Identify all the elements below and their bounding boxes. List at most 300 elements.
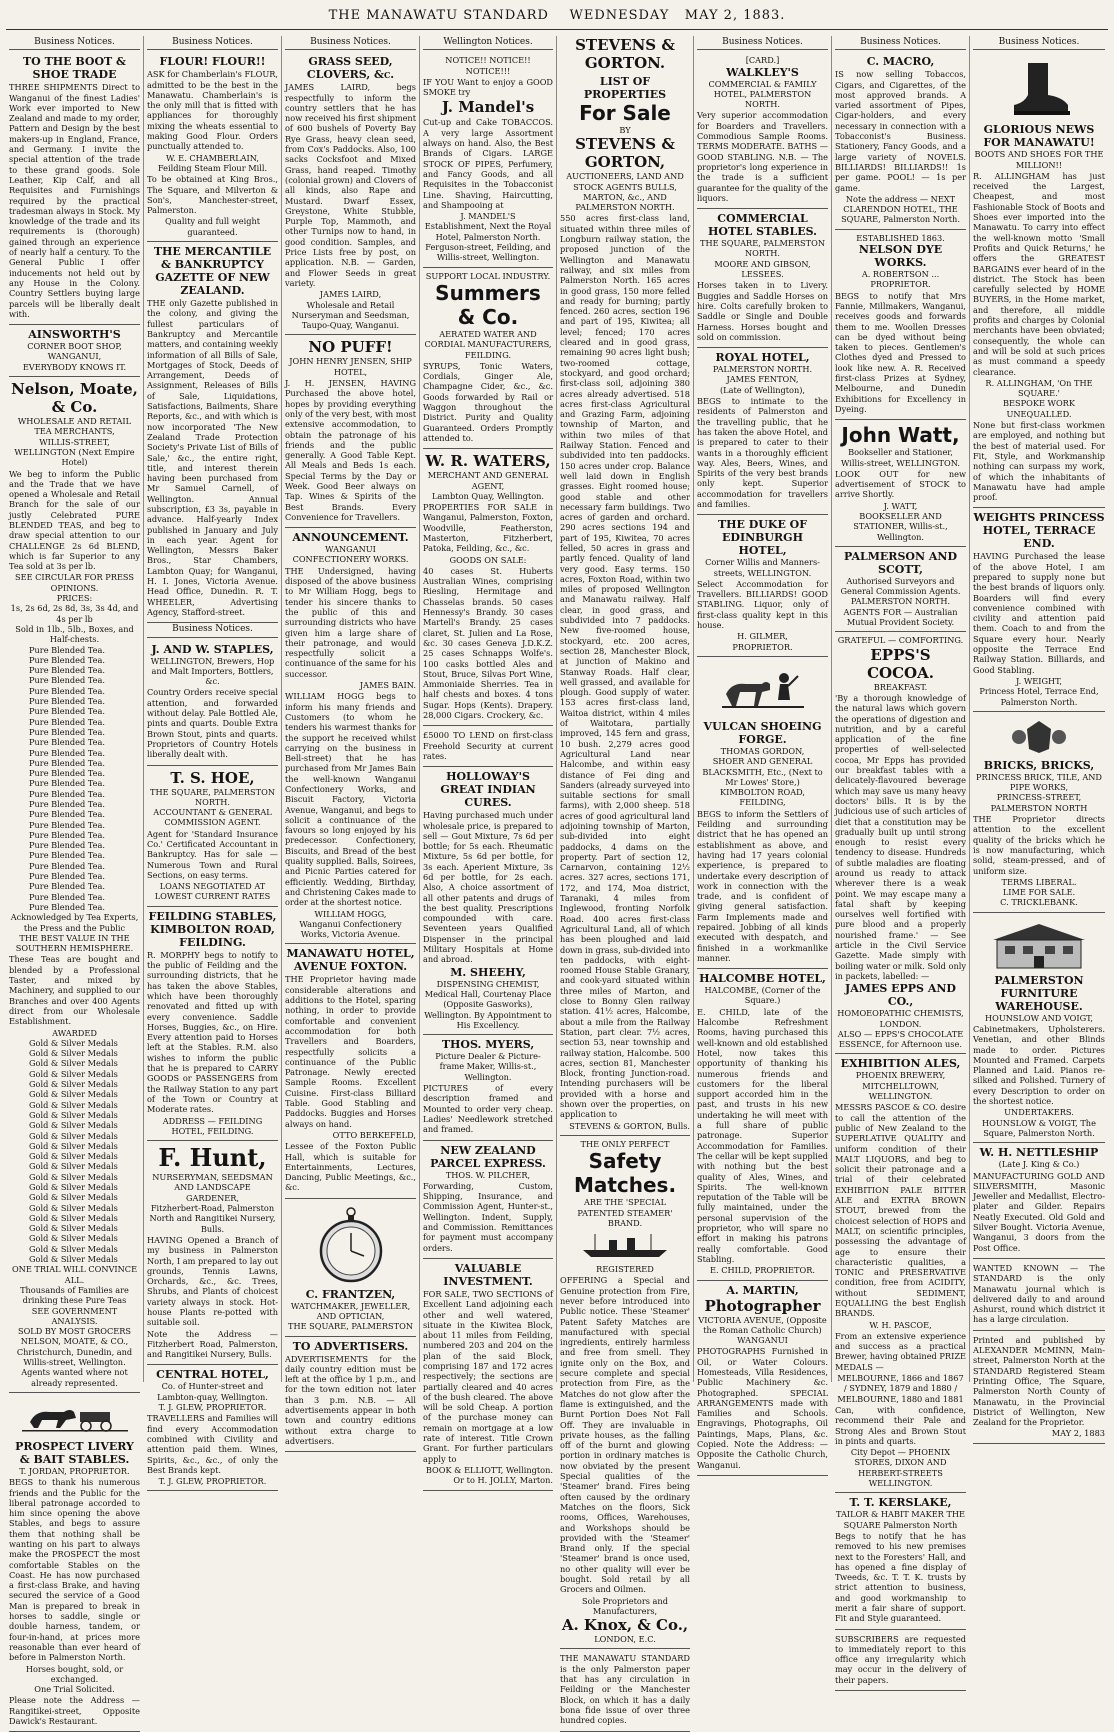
ad-line: Sold in 1lb., 5lb., Boxes, and Half-chests. bbox=[15, 623, 134, 645]
list-item: Gold & Silver Medals bbox=[29, 1099, 118, 1110]
ad-body: SUBSCRIBERS are requested to immediately report to this office any irregularity which may occur in the delivery of their papers. bbox=[835, 1633, 966, 1685]
ad-title: A. MARTIN, bbox=[726, 1283, 799, 1297]
ad-valuable-investment bbox=[423, 1259, 553, 1491]
columns bbox=[6, 36, 1108, 1727]
ad-title: CENTRAL HOTEL, bbox=[156, 1368, 269, 1382]
ad-line: Christchurch, Dunedin, and Willis-street, Wellington. bbox=[16, 1346, 133, 1368]
ad-body: SYRUPS, Tonic Waters, Cordials, Ginger Ale, Champagne Cider, &c., &c. Goods forwarded by Rail or Waggon throughout the District. Purity and Quality Guaranteed. Orders Promptly attended to. bbox=[423, 360, 553, 443]
ad-body: THE Proprietor having made considerable alterations and additions to the Hotel, sparing nothing, in order to provide comfortable and convenient accommodation for both Travellers and Boarders, respectfully solicits a continuance of the Public Patronage. Newly erected Sample Rooms. Excellent Cuisine. First-class Billiard Table. Good Stabling and Paddocks. Buggies and Horses always on hand. bbox=[285, 974, 416, 1129]
ad-line: TERMS LIBERAL. bbox=[1001, 876, 1077, 887]
ad-line: SUPPORT LOCAL INDUSTRY. bbox=[425, 270, 551, 281]
ad-body: E. CHILD, late of the Halcombe Refreshment Rooms, having purchased this well-known and old established Hotel, now takes this opportunity of thanking his numerous friends and customers for the liberal support accorded him in the past, and trusts in his new undertaking he will meet with a full share of public patronage. Superior Accommodation for Families. The cellar will be kept supplied with nothing but the best quality of Ales, Wines, and Spirits. The well-known reputation of the Table will be fully maintained, under the personal supervision of the proprietor, who will spare no effort in making his patrons really comfortable. Good Stabling. bbox=[697, 1006, 828, 1264]
list-item: Pure Blended Tea. bbox=[29, 788, 105, 799]
ad-line: PROPRIETOR. bbox=[732, 641, 793, 652]
ad-title: BRICKS, BRICKS, bbox=[983, 758, 1095, 772]
ad-line: BOOKSELLER AND STATIONER, Willis-st., Wellington. bbox=[853, 510, 948, 542]
section-header: Wellington Notices. bbox=[423, 36, 553, 50]
ad-proprietor: T. JORDAN, PROPRIETOR. bbox=[19, 1465, 130, 1476]
pure-blended-list bbox=[9, 645, 140, 913]
ad-subtitle: WELLINGTON, Brewers, Hop and Malt Importers, Bottlers, &c. bbox=[150, 655, 275, 687]
ad-title: J. AND W. STAPLES, bbox=[151, 642, 274, 656]
ad-address: Note the address — NEXT CLARENDON HOTEL, THE SQUARE, Palmerston North. bbox=[841, 193, 960, 225]
ad-address: Fitzherbert-Road, Palmerston North and Rangitikei Nursery, Bulls. bbox=[149, 1203, 276, 1234]
ad-line: AGENTS FOR — Australian Mutual Provident Society. bbox=[843, 606, 958, 628]
ad-title: ANNOUNCEMENT. bbox=[292, 531, 409, 545]
ad-myers bbox=[423, 1035, 553, 1140]
ad-title: AINSWORTH'S bbox=[28, 328, 121, 342]
ad-john-watt bbox=[835, 420, 966, 547]
list-item: Pure Blended Tea. bbox=[29, 644, 105, 655]
ad-furniture bbox=[973, 913, 1105, 1144]
ad-line: NOTICE!! NOTICE!! NOTICE!!! bbox=[445, 55, 531, 76]
ad-subtitle: TAILOR & HABIT MAKER THE SQUARE Palmerston North bbox=[835, 1509, 966, 1530]
ad-body: MESSRS PASCOE & CO. desire to call the attention of the public of New Zealand to the SUPERLATIVE QUALITY and uniform condition of their MALT LIQUORS, and beg to solicit their patronage and a trial of their celebrated EXHIBITION PALE BITTER ALE and EXTRA BROWN STOUT, brewed from the choicest selection of HOPS and MALT, on scientific principles, possessing the advantage of age to ensure their characteristic qualities, a TONIC and PRESERVATIVE condition, free from ACIDITY, without SEDIMENT, EQUALLING the best English BRANDS. bbox=[835, 1102, 966, 1319]
ad-signature: C. TRICKLEBANK. bbox=[1000, 897, 1078, 908]
ad-line: Wanganui Confectionery Works, Victoria Avenue. bbox=[299, 918, 402, 940]
column-3 bbox=[282, 36, 420, 1446]
ad-address: City Depot — PHOENIX STORES, DIXON AND HERBERT-STREETS WELLINGTON. bbox=[850, 1447, 951, 1489]
list-item: Gold & Silver Medals bbox=[29, 1140, 118, 1151]
ad-title: J. Mandel's bbox=[441, 98, 535, 117]
ad-signature: W. H. PASCOE, bbox=[869, 1319, 932, 1330]
ad-signature: HOUNSLOW & VOIGT, The Square, Palmerston North. bbox=[982, 1117, 1096, 1138]
ad-body: THE only Gazette published in the colony, and giving the fullest particulars of Bankruptcy and Mercantile matters, and containing weekly information of all Bills of Sale, Mortgages of Stock, Deeds of Arrangement, Deeds of Assignment, Releases of Bills of Sale, Liquidations, Satisfactions, Bailments, Share Reports, &c., and with which is now incorporated 'The New Zealand Trade Protection Society's Private List of Bills of Sale,' &c., the entire right, title, and interest therein having been purchased from Mr Samuel Carnell, of Wellington. Annual subscription, £3 3s, payable in advance. Half-yearly Index published in January and July in each year. Agent for Wellington, Messrs Baker Bros., Star Chambers, Lambton Quay; for Wanganui, H. I. Jones, Victoria Avenue. Head Office, Dunedin. R. T. WHEELER, Advertising Agency, Stafford-street. bbox=[147, 298, 278, 617]
ad-signature: E. CHILD, PROPRIETOR. bbox=[710, 1265, 815, 1276]
ad-body: OFFERING a Special and Genuine protection from Fire, never before introduced into Public notice. These 'Steamer' Patent Safety Matches are manufactured with special ingredients, entirely harmless and free from smell. They ignite only on the Box, and secure complete and special protection from Fire, as the Matches do not glow after the flame is extinguished, and the Burnt Portion Does Not Fall Off. They are invaluable in private houses, as the falling off of the burnt and glowing portion in ordinary matches is now obviated by the present Special qualities of the 'Steamer' brand. Fires being often caused by the ordinary Matches on the floors, Sick rooms, Offices, Warehouses, and Workshops should be provided with the 'Steamer' Brand only. If the special 'Steamer' brand is once used, no other quality will ever be bought. Sold retail by all Grocers and Oilmen. bbox=[560, 1275, 690, 1595]
section-header: Business Notices. bbox=[9, 36, 140, 50]
ad-signature: H. GILMER, bbox=[737, 631, 788, 642]
ad-bricks bbox=[973, 712, 1105, 913]
ad-walkley bbox=[697, 52, 828, 209]
column-4 bbox=[420, 36, 557, 1486]
ad-proprietor: T. J. GLEW, PROPRIETOR. bbox=[158, 1402, 267, 1413]
ad-subtitle: COMMERCIAL & FAMILY HOTEL, PALMERSTON NORTH. bbox=[708, 78, 817, 110]
warehouse-building-icon bbox=[989, 920, 1089, 970]
ad-title: T. T. KERSLAKE, bbox=[849, 1496, 952, 1510]
ad-body: IS now selling Tobaccos, Cigars, and Cigarettes, of the most approved brands. A varied assortment of Pipes, Cigar-holders, and every necessary in connection with a Tobacconist's Business. Stationery, Fancy Goods, and a large variety of NOVELS. BILLIARDS! BILLIARDS!! 1s per game. POOL! — 1s per game. bbox=[835, 69, 966, 193]
ad-line: Horses bought, sold, or exchanged. bbox=[25, 1663, 124, 1684]
ad-body: Horses taken in to Livery. Buggies and Saddle Horses on hire. Colts carefully broken to Saddle or Single and Double Harness. Horses bought and sold on commission. bbox=[697, 280, 828, 342]
list-item: Gold & Silver Medals bbox=[29, 1212, 118, 1223]
ad-staples bbox=[147, 640, 278, 766]
ad-line: MELBOURNE, 1866 and 1867 / SYDNEY, 1879 and 1880 / MELBOURNE, 1880 and 1881 bbox=[837, 1373, 964, 1404]
blacksmith-icon bbox=[718, 664, 808, 716]
list-item: Gold & Silver Medals bbox=[29, 1058, 118, 1069]
ad-subtitle: HALCOMBE, (Corner of the Square.) bbox=[704, 985, 821, 1006]
ad-lend bbox=[423, 726, 553, 767]
ad-signature: J. MANDEL'S bbox=[460, 211, 516, 222]
ad-body: 'By a thorough knowledge of the natural laws which govern the operations of digestion and nutrition, and by a careful application of the fine properties of well-selected cocoa, Mr Epps has provided our breakfast tables with a delicately-flavoured beverage which may save us many heavy doctors' bills. It is by the judicious use of such articles of diet that a constitution may be gradually built up until strong enough to resist every tendency to disease. Hundreds of subtle maladies are floating around us ready to attack wherever there is a weak point. We may escape many a fatal shaft by keeping ourselves well fortified with pure blood and a properly nourished frame.' — See article in the Civil Service Gazette. Made simply with boiling water or milk. Sold only in packets, labelled: — bbox=[835, 692, 966, 981]
ad-subtitle: CORNER BOOT SHOP, WANGANUI, bbox=[27, 341, 122, 362]
ad-line: ESTABLISHED 1863. bbox=[856, 232, 945, 243]
ad-line: (Late J. King & Co.) bbox=[998, 1159, 1080, 1170]
ad-line: Agents wanted where not already represented. bbox=[21, 1367, 128, 1388]
section-header: Business Notices. bbox=[973, 36, 1105, 50]
ad-title: W. R. WATERS, bbox=[425, 452, 551, 471]
ad-signature: WILLIAM HOGG, bbox=[314, 908, 387, 919]
ad-title: Safety Matches. bbox=[573, 1149, 677, 1198]
ad-stevens-gorton bbox=[560, 72, 690, 1136]
ad-subtitle: Picture Dealer & Picture-frame Maker, Willis-st., Wellington. bbox=[435, 1051, 541, 1082]
column-7 bbox=[832, 36, 970, 1685]
ad-title: THE DUKE OF EDINBURGH HOTEL, bbox=[717, 518, 808, 558]
masthead-paper: THE MANAWATU STANDARD bbox=[328, 8, 549, 23]
ad-line: LONDON, E.C. bbox=[594, 1634, 656, 1645]
list-item: Pure Blended Tea. bbox=[29, 850, 105, 861]
ad-subtitle: MERCHANT AND GENERAL AGENT, bbox=[427, 470, 549, 491]
ad-line: LOANS NEGOTIATED AT LOWEST CURRENT RATES bbox=[154, 881, 271, 902]
ad-line: (Late of Wellington), bbox=[719, 384, 806, 395]
horse-carriage-icon bbox=[20, 1400, 130, 1436]
ad-signature: BOOK & ELLIOTT, Wellington. bbox=[425, 1464, 553, 1475]
ad-line: [CARD.] bbox=[745, 55, 780, 66]
ad-body: JAMES LAIRD, begs respectfully to inform the country settlers that he has now received his first shipment of 600 bushels of Poverty Bay Rye Grass, heavy clean seed, from Cox's Paddocks. Also, 100 sacks Cocksfoot and Mixed Grass, hand reaped. Timothy (colonial grown) and Clovers of all kinds, also Rape and Mustard. Dwarf Essex, Greystone, White Stubble, Purple Top, Mammoth, and other Turnips now to hand, in good condition. Samples, and Price Lists free by post, on application. N.B. — Garden, and Flower Seeds in great variety. bbox=[285, 82, 416, 288]
ad-line: One Trial Solicited. bbox=[34, 1684, 115, 1695]
ad-body: PHOTOGRAPHS Furnished in Oil, or Water Colours. Homesteads, Villa Residences, Public Machinery &c. Photographed. SPECIAL ARRANGEMENTS made with Families and Schools. Engravings, Photographs, Oil Paintings, Maps, Plans, &c. Copied. Note the Address: — Opposite the Catholic Church, Wanganui. bbox=[697, 1346, 828, 1470]
ad-parcel-express bbox=[423, 1141, 553, 1259]
masthead bbox=[6, 8, 1108, 30]
list-item: Gold & Silver Medals bbox=[29, 1068, 118, 1079]
ad-body: 550 acres first-class land, situated within three miles of Longburn railway station, the proposed junction of the Wellington and Manawatu railway, and six miles from Palmerston North. 165 acres in good grass, 150 more felled and ready for burning; partly fenced. 260 acres, section 196 and part of 195, Kiwitea; all level; fenced; 170 acres cleared and in good grass, remaining 90 acres light bush; two-roomed cottage, stockyard, and good orchard; first-class soil, adjoining 380 acres already advertised. 518 acres first-class Agricultural and Grazing Farm, adjoining township of Marton, and within two miles of that Railway Station. Fenced and subdivided into ten paddocks. 150 acres under crop. Balance well laid down in English grasses. Eight roomed house; good stable and other necessary farm buildings. Two acres of garden and orchard. 290 acres sections 194 and part of 195, Kiwitea, 70 acres felled, 50 acres in grass and partly fenced. Quality of land very good. Easy terms. 150 acres, Foxton Road, within two miles of proposed Wellington and Manawatu railway. Half clear, in good grass, and subdivided into 7 paddocks. New five-roomed house, stockyard, etc. 200 acres, section 28, Manchester Block, at junction of Makino and Stanway Roads. Half clear, well grassed, and available for plough. Good supply of water. 153 acres first-class land, Waitoa district, within 4 miles of Waitotara, partially improved, 145 fern and grass, 10 bush. 2,279 acres good Agricultural Land near Halcombe, and within easy distance of Fei ding and Sanders (already surveyed into suitable sections for small farms), with 2,000 sheep. 518 acres of good agricultural land adjoining township of Marton, sub-divided into eight paddocks, 4 dams on the property. Part of section 12, Carnarvon, containing 12½ acres. 327 acres, sections 171, 172, and 174, Moa district, Taranaki, 4 miles from Inglewood, fronting Norfolk Road. 400 acres first-class Agricultural Land, all of which has been ploughed and laid down in grass, sub-divided into ten paddocks, with eight-roomed House Stable Granary, and cook-yard situated within three miles of Marton, and close to Bonny Glen railway station. 41½ acres, Halcombe, about a mile from the Railway Station, part clear. 7½ acres, section 53, near township and railway station, Halcombe. 500 acres, section 81, Manchester Block, fronting Junction-road. Intending purchasers will be provided with a horse and shown over the properties, on application to bbox=[560, 213, 690, 1120]
ad-body: BEGS to intimate to the residents of Palmerston and the travelling public, that he has taken the above Hotel, and is prepared to cater to their wants in a thoroughly efficient way. Ales, Beers, Wines, and Spirits of the very best brands only kept. Superior accommodation for travellers and families. bbox=[697, 396, 828, 509]
ad-title: W. H. NETTLESHIP bbox=[979, 1146, 1099, 1160]
section-header: Business Notices. bbox=[835, 36, 966, 50]
list-item: Gold & Silver Medals bbox=[29, 1120, 118, 1131]
list-item: Gold & Silver Medals bbox=[29, 1130, 118, 1141]
ad-signature: J. WATT, bbox=[883, 500, 918, 511]
ad-line: 1s, 2s 6d, 2s 8d, 3s, 3s 4d, and 4s per lb bbox=[10, 603, 139, 624]
ad-subtitle: MOORE AND GIBSON, LESSEES. bbox=[714, 258, 811, 280]
list-item: Pure Blended Tea. bbox=[29, 829, 105, 840]
imprint bbox=[973, 1331, 1105, 1444]
list-item: Pure Blended Tea. bbox=[29, 726, 105, 737]
ad-body: Country Orders receive special attention, and forwarded without delay. Pale Bottled Ale, pints and quarts. Double Extra Brown Stout, pints and quarts. Proprietors of Country Hotels liberally dealt with. bbox=[147, 687, 278, 760]
ad-weights-hotel bbox=[973, 508, 1105, 711]
ad-title: COMMERCIAL HOTEL STABLES. bbox=[708, 212, 817, 239]
ad-body: Having purchased much under wholesale price, is prepared to sell — Gout Mixture, 7s 6d per bottle; for 5s each. Rheumatic Mixture, 5s 6d per bottle, for 3s each. Aperient Mixture, 3s 6d per bottle, for 2s each. Also, A choice assortment of all other patents and drugs of the best quality. Prescriptions compounded with care. Seventeen years Qualified Dispenser in the principal Military Hospitals at Home and abroad. bbox=[423, 810, 553, 965]
ad-body: HAVING Purchased the lease of the above Hotel, I am prepared to supply none but the best brands of liquors only. Boarders will find every convenience combined with civility and attention paid them. Coach to and from the Square every hour. Nearly opposite the Terrace End Railway Station. Billiards, and Good Stabling. bbox=[973, 551, 1105, 675]
ad-subtitle: BOOTS AND SHOES FOR THE MILLION!! bbox=[974, 149, 1104, 170]
ad-body: Cut-up and Cake TOBACCOS. A very large Assortment always on hand. Also, the Best Brands of Cigars. LARGE STOCK OF PIPES, Perfumery, and Fancy Goods, and all Requisites in the Tobacconist Line. Shaving, Haircutting, and Shampooing at bbox=[423, 117, 553, 210]
ad-signature: W. E. CHAMBERLAIN, bbox=[165, 152, 260, 163]
ad-address: THE SQUARE, PALMERSTON NORTH. bbox=[150, 786, 275, 807]
ad-body: BEGS to thank his numerous friends and the Public for the liberal patronage accorded to him since opening the above Stables, and begs to assure them that nothing shall be wanting on his part to always make the PROSPECT the most comfortable Stables on the Coast. He has now purchased a first-class Brake, and having secured the service of a Good Man is prepared to break in horses to saddle, single or double harness, tandem, or four-in-hand, at prices more reasonable than ever heard of before in Palmerston North. bbox=[9, 1477, 140, 1663]
ad-title: T. S. HOE, bbox=[170, 768, 255, 787]
list-item: Pure Blended Tea. bbox=[29, 840, 105, 851]
ad-epps-cocoa bbox=[835, 632, 966, 1054]
ad-line: UNDERTAKERS. bbox=[1004, 1107, 1074, 1118]
ad-body: MANUFACTURING GOLD AND SILVERSMITH, Masonic Jeweller and Medallist, Electro-plater and Gilder. Repairs Neatly Executed. Old Gold and Silver Bought. Victoria Avenue, Wanganui, 3 doors from the Post Office. bbox=[973, 1170, 1105, 1253]
list-item: Gold & Silver Medals bbox=[29, 1048, 118, 1059]
ad-address: PRINCESS-STREET, PALMERSTON NORTH bbox=[990, 792, 1088, 813]
ad-line: BY bbox=[619, 125, 631, 135]
ad-address: Establishment, Next the Royal Hotel, Palmerston North. Ferguson-street, Feilding, and Willis-street, Wellington. bbox=[424, 221, 552, 263]
ad-title: Photographer bbox=[704, 1296, 821, 1315]
ad-title: EXHIBITION ALES, bbox=[840, 1057, 961, 1071]
ad-body: THE MANAWATU STANDARD is the only Palmerston paper that has any circulation in Feilding or the Manchester Block, on which it has a daily bona fide issue of over three hundred copies. bbox=[560, 1653, 690, 1726]
ad-body: Lessee of the Foxton Public Hall, which is suitable for Entertainments, Lectures, Dancing, Public Meetings, &c., &c. bbox=[285, 1141, 416, 1193]
ad-tagline: EVERYBODY KNOWS IT. bbox=[22, 361, 127, 372]
ad-line: THE ONLY PERFECT bbox=[580, 1138, 670, 1149]
ad-body: Forwarding, Custom, Shipping, Insurance, and Commission Agent, Hunter-st., Wellington. Indent, Supply, and Commission. Remittances for payment must accompany orders. bbox=[423, 1180, 553, 1253]
ad-line: LIME FOR SALE. bbox=[1002, 887, 1076, 898]
ad-subtitle: WHOLESALE AND RETAIL TEA MERCHANTS, bbox=[17, 416, 132, 437]
list-item: Pure Blended Tea. bbox=[29, 706, 105, 717]
ad-title: Summers & Co. bbox=[435, 280, 541, 329]
ad-subtitle: WATCHMAKER, JEWELLER, AND OPTICIAN, bbox=[290, 1300, 411, 1321]
column-6 bbox=[694, 36, 832, 1470]
list-item: Pure Blended Tea. bbox=[29, 778, 105, 789]
ad-title: THE MERCANTILE & BANKRUPTCY GAZETTE OF NEW ZEALAND. bbox=[153, 245, 272, 298]
ad-line: Princess Hotel, Terrace End, Palmerston North. bbox=[979, 686, 1099, 707]
ad-title: TO THE BOOT & SHOE TRADE bbox=[22, 55, 126, 82]
ad-subtitle: PHOENIX BREWERY, bbox=[855, 1070, 946, 1081]
ad-signature: THOS. W. PILCHER, bbox=[445, 1169, 531, 1180]
ad-body: THE Undersigned, having disposed of the above business to Mr William Hogg, begs to tender his sincere thanks to the public of this and surrounding districts who have given him a large share of their patronage, and would respectfully solicit a continuance of the same for his successor. bbox=[285, 565, 416, 679]
ad-subtitle: ACCOUNTANT & GENERAL COMMISSION AGENT. bbox=[153, 807, 272, 828]
ad-martin-photographer bbox=[697, 1281, 828, 1476]
ad-halcombe-hotel bbox=[697, 969, 828, 1280]
ad-subtitle: Co. of Hunter-street and Lambton-quay, Wellington. bbox=[157, 1381, 268, 1402]
section-header: Business Notices. bbox=[147, 623, 278, 637]
ad-kerslake bbox=[835, 1493, 966, 1629]
ad-signature: JAMES BAIN. bbox=[359, 680, 416, 691]
ad-body: WILLIAM HOGG begs to inform his many friends and Customers (to whom he tenders his warmest thanks for the support he received whilst carrying on the business in Bell-street) that he has purchased from Mr James Bain the well-known Wanganui Confectionery Works, and Biscuit Factory, Victoria Avenue, Wanganui, and begs to solicit a continuance of the favours so long enjoyed by his predecessor. Confectionery, Biscuits, and Bread of the best quality supplied. Balls, Soirees, and Picnic Parties catered for efficiently. Wedding, Birthday, and Christening Cakes made to order at the shortest notice. bbox=[285, 691, 416, 908]
imprint-text: Printed and published by ALEXANDER McMINN, Main-street, Palmerston North at the STANDARD Registered Steam Printing Office, The Square, Palmerston North County of Manawatu, in the Provincial District of Wellington, New Zealand for the Proprietor. bbox=[973, 1334, 1105, 1428]
ad-line: GOODS ON SALE: bbox=[449, 554, 527, 565]
list-item: Pure Blended Tea. bbox=[29, 685, 105, 696]
ad-address: WILLIS-STREET, WELLINGTON (Next Empire Hotel) bbox=[14, 436, 135, 468]
list-item: Gold & Silver Medals bbox=[29, 1037, 118, 1048]
ad-title: LIST OF PROPERTIES bbox=[583, 75, 667, 101]
ad-subtitle: AUCTIONEERS, LAND AND STOCK AGENTS BULLS, MARTON, &c., AND PALMERSTON NORTH. bbox=[566, 171, 684, 213]
ad-line: PRICES: bbox=[56, 593, 93, 604]
ad-body: PROPERTIES FOR SALE in Wanganui, Palmerston, Foxton, Woodville, Featherston, Masterton, Fitzherbert, Patoka, Feilding, &c., &c. bbox=[423, 502, 553, 554]
ad-line: Quality and full weight guaranteed. bbox=[164, 216, 261, 237]
ad-line: To be obtained at King Bros., The Square, and Milverton & Son's, Manchester-street, Palmerston. bbox=[147, 174, 278, 216]
ad-mandel bbox=[423, 52, 553, 267]
list-item: Gold & Silver Medals bbox=[29, 1171, 118, 1182]
ad-flour bbox=[147, 52, 278, 242]
ad-title: VULCAN SHOEING FORGE. bbox=[703, 719, 822, 746]
ad-central-hotel bbox=[147, 1365, 278, 1491]
ad-ainsworth bbox=[9, 325, 140, 377]
ad-body: 40 cases St. Huberts Australian Wines, comprising Riesling, Hermitage and Chasselas brands. 50 cases Hennessy's Brandy. 30 cases Martell's Brandy. 25 cases claret, St. Julien and La Rose, &c. 30 cases Geneva J.D.K.Z. 25 cases Schnapps Wolfe's. 100 casks bottled Ales and Stout, Bruce, Silvas Port Wine, Ammoniaide Sherries. Tea in half chests and boxes. 4 tons Sugar. Hops (Kents). Drapery. 28,000 Cigars. Crockery, &c. bbox=[423, 565, 553, 721]
ad-title: Nelson, Moate, & Co. bbox=[11, 380, 138, 417]
column-1 bbox=[6, 36, 144, 1727]
ad-line: Sole Proprietors and Manufacturers, bbox=[582, 1595, 668, 1616]
ad-title: TO ADVERTISERS. bbox=[292, 1339, 409, 1353]
ad-body: Begs to notify that he has removed to his new premises next to the Foresters' Hall, and has opened a fine display of Tweeds, &c. T. T. K. trusts by strict attention to business, and good workmanship to merit a fair share of support. Fit and Style guaranteed. bbox=[835, 1530, 966, 1624]
ad-title: MANAWATU HOTEL, AVENUE FOXTON. bbox=[286, 947, 415, 974]
ad-nelson-dye-works bbox=[835, 230, 966, 420]
list-item: Gold & Silver Medals bbox=[29, 1254, 118, 1265]
ad-title: PROSPECT LIVERY & BAIT STABLES. bbox=[15, 1439, 134, 1466]
list-item: Pure Blended Tea. bbox=[29, 654, 105, 665]
list-item: Pure Blended Tea. bbox=[29, 871, 105, 882]
ad-holloway bbox=[423, 767, 553, 1035]
ad-body: These Teas are bought and blended by a Professional Taster, and mixed by Machinery, and supplied to our Branches and over 400 Agents direct from our Wholesale Establishment. bbox=[9, 954, 140, 1027]
ad-title: EPPS'S COCOA. bbox=[867, 645, 934, 682]
ad-signature: JAMES FENTON, bbox=[726, 374, 799, 385]
ad-line: BREAKFAST. bbox=[873, 681, 928, 692]
ad-body: WANTED KNOWN — The STANDARD is the only Manawatu journal which is delivered daily to and around Ashurst, round which district it has a large circulation. bbox=[973, 1262, 1105, 1325]
ad-duke-edinburgh bbox=[697, 515, 828, 657]
ad-no-puff bbox=[285, 335, 416, 528]
ad-address: THE SQUARE, PALMERSTON bbox=[288, 1321, 413, 1332]
ad-subtitle: NURSERYMAN, SEEDSMAN AND LANDSCAPE GARDENER, bbox=[152, 1172, 273, 1203]
ad-body: TRAVELLERS and Families will find every Accommodation combined with Civility and attention paid them. Wines, Spirits, &c., &c., of only the Best Brands kept. bbox=[147, 1413, 278, 1475]
ad-body: £5000 TO LEND on first-class Freehold Security at current rates. bbox=[423, 730, 553, 761]
ad-line: AWARDED bbox=[52, 1027, 97, 1038]
ad-commercial-stables bbox=[697, 209, 828, 348]
ad-signature: Or to H. JOLLY, Marton. bbox=[453, 1475, 553, 1486]
ad-subtitle: VICTORIA AVENUE, (Opposite the Roman Catholic Church) WANGANUI bbox=[698, 1314, 827, 1346]
ad-line: THE BEST VALUE IN THE SOUTHERN HEMISPHERE. bbox=[15, 932, 134, 954]
ad-line: SEE GOVERNMENT ANALYSIS. bbox=[31, 1305, 118, 1326]
ad-title: F. Hunt, bbox=[158, 1143, 267, 1173]
ad-title: NEW ZEALAND PARCEL EXPRESS. bbox=[430, 1143, 546, 1170]
list-item: Pure Blended Tea. bbox=[29, 860, 105, 871]
ad-allingham bbox=[973, 52, 1105, 508]
ad-body: HAVING Opened a Branch of my business in Palmerston North, I am prepared to lay out grounds, Tennis Lawns, Orchards, &c., &c. Trees, Shrubs, and Plants of choicest variety always in stock. Hot-house Plants re-potted with suitable soil. bbox=[147, 1234, 278, 1328]
list-item: Pure Blended Tea. bbox=[29, 747, 105, 758]
ad-subtitle: HOMOEOPATHIC CHEMISTS, LONDON. bbox=[837, 1008, 964, 1029]
ad-line: Acknowledged by Tea Experts, the Press and the Public bbox=[10, 912, 139, 933]
column-5 bbox=[557, 36, 694, 1726]
list-item: Pure Blended Tea. bbox=[29, 737, 105, 748]
ad-line: SEE CIRCULAR FOR PRESS OPINIONS. bbox=[15, 572, 134, 593]
masthead-weekday: WEDNESDAY bbox=[569, 8, 670, 23]
ad-subtitle: SHOER AND GENERAL BLACKSMITH, Etc., (Next to Mr Lowes' Store,) KIMBOLTON ROAD, FEILDING, bbox=[702, 756, 823, 808]
ad-proprietor: T. J. GLEW, PROPRIETOR. bbox=[158, 1476, 267, 1487]
ad-body: THREE SHIPMENTS Direct to Wanganui of the finest Ladies' Work ever imported to New Zealand and made to my order, Pattern and Design by the best makers-up in England, France, and Germany. I invite the special attention of the trade to these grand goods. Sole Leather, Kip Calf, and all Requisites and Furnishings required by the practical tradesman always in Stock. My knowledge of the trade and its requirements is (thorough) gained through an experience of nearly half a century. To the General Public I offer inducements not held out by any House in the Colony. Country Settlers buying large parcels will be liberally dealt with. bbox=[9, 82, 140, 319]
ad-vulcan-forge bbox=[697, 657, 828, 969]
ad-hunt bbox=[147, 1141, 278, 1365]
ad-frantzen bbox=[285, 1199, 416, 1337]
ad-macro bbox=[835, 52, 966, 229]
ad-title: HOLLOWAY'S GREAT INDIAN CURES. bbox=[440, 770, 536, 810]
ad-title: A. Knox, & Co., bbox=[561, 1616, 689, 1635]
ad-signature: A. ROBERTSON ... PROPRIETOR. bbox=[861, 269, 940, 290]
ad-line: REGISTERED bbox=[596, 1264, 654, 1275]
list-item: Gold & Silver Medals bbox=[29, 1151, 118, 1162]
ad-body: From an extensive experience and success as a practical Brewer, having obtained PRIZE MEDALS — bbox=[835, 1330, 966, 1372]
ad-wanted-known bbox=[973, 1259, 1105, 1331]
ad-line: IF YOU Want to enjoy a GOOD SMOKE try bbox=[423, 76, 553, 98]
ad-royal-hotel bbox=[697, 348, 828, 515]
ad-subtitle: PRINCESS BRICK, TILE, AND PIPE WORKS, bbox=[976, 771, 1102, 793]
ad-title: NELSON DYE WORKS. bbox=[858, 243, 943, 270]
ad-body: BEGS to notify that Mrs Fannie, Millmakers, Wanganui, receives goods and forwards them to me. Woollen Dresses can be dyed without being taken to pieces. Gentlemen's Clothes dyed and Pressed to look like new. A. R. Received first-class Prizes at Sydney, Melbourne, and Dunedin Exhibitions for Excellency in Dyeing. bbox=[835, 290, 966, 414]
ad-title: FEILDING STABLES, KIMBOLTON ROAD, FEILDING. bbox=[148, 909, 277, 949]
ad-line: NELSON, MOATE, & CO., bbox=[20, 1336, 129, 1347]
ad-body: R. MORPHY begs to notify to the public of Feilding and the surrounding districts, that he has taken the above Stables, which have been thoroughly renovated and fitted up with every convenience. Saddle Horses, Buggies, &c., on Hire. Every attention paid to Horses left at the Stables. R.M. also wishes to inform the public that he is prepared to CARRY GOODS or PASSENGERS from the Railway Station to any part of the Town or Country at Moderate rates. bbox=[147, 949, 278, 1115]
ad-subscribers bbox=[835, 1630, 966, 1691]
ad-title: NO PUFF! bbox=[308, 338, 393, 357]
ad-safety-matches bbox=[560, 1136, 690, 1650]
column-8 bbox=[970, 36, 1108, 1439]
ad-address: Lambton Quay, Wellington. bbox=[431, 490, 545, 501]
list-item: Pure Blended Tea. bbox=[29, 819, 105, 830]
list-item: Gold & Silver Medals bbox=[29, 1192, 118, 1203]
ad-gazette bbox=[147, 242, 278, 623]
ad-body: PICTURES of every description framed and Mounted to order very cheap. Ladies' Needlework stretched and framed. bbox=[423, 1083, 553, 1135]
ad-line: Wholesale and Retail Nurseryman and Seedsman, Taupo-Quay, Wanganui. bbox=[291, 299, 410, 331]
ad-subtitle: Authorised Surveyors and General Commission Agents. PALMERSTON NORTH. bbox=[840, 575, 961, 607]
ad-subtitle: HOUNSLOW AND VOIGT, bbox=[984, 1012, 1094, 1023]
list-item: Gold & Silver Medals bbox=[29, 1202, 118, 1213]
list-item: Pure Blended Tea. bbox=[29, 768, 105, 779]
ad-title: C. FRANTZEN, bbox=[305, 1287, 396, 1301]
ad-subtitle: JOHN HENRY JENSEN, SHIP HOTEL, bbox=[289, 356, 412, 377]
ad-to-advertisers bbox=[285, 1337, 416, 1453]
ad-subtitle: AERATED WATER AND CORDIAL MANUFACTURERS, FEILDING. bbox=[424, 328, 552, 360]
ad-announcement bbox=[285, 528, 416, 944]
ad-waters bbox=[423, 449, 553, 726]
ad-standard-notice bbox=[560, 1649, 690, 1731]
ad-title: THOS. MYERS, bbox=[441, 1038, 535, 1052]
boot-icon bbox=[1004, 59, 1074, 119]
ad-signature: JAMES LAIRD, bbox=[319, 289, 382, 300]
ad-title: STEVENS & GORTON, bbox=[575, 135, 675, 172]
column-2 bbox=[144, 36, 282, 1487]
ad-subtitle: PALMERSTON NORTH. bbox=[712, 364, 813, 375]
list-item: Pure Blended Tea. bbox=[29, 891, 105, 902]
ad-nettleship bbox=[973, 1143, 1105, 1259]
section-header: STEVENS & GORTON. bbox=[575, 36, 675, 72]
ad-body: Cabinetmakers, Upholsterers. Venetian, and other Blinds made to order. Pictures Mounted and Framed. Carpets Planned and Laid. Pianos re-silked and Polished. Turnery of every Description to order on the shortest notice. bbox=[973, 1024, 1105, 1107]
ad-line: Note the Address — Fitzherbert Road, Palmerston, and Rangitikei Nursery, Bulls. bbox=[147, 1328, 278, 1360]
ad-summers bbox=[423, 268, 553, 450]
ad-body: Very superior accommodation for Boarders and Travellers. Commodious Sample Rooms. TERMS MODERATE. BATHS — GOOD STABLING. N.B. — The proprietor's long experience in the trade is a sufficient guarantee for the quality of the liquors. bbox=[697, 110, 828, 203]
ad-signature: J. WEIGHT, bbox=[1015, 675, 1063, 686]
ad-title: ROYAL HOTEL, bbox=[715, 351, 810, 365]
medal-list bbox=[9, 1038, 140, 1265]
ad-address: THE SQUARE, PALMERSTON NORTH. bbox=[700, 238, 825, 259]
list-item: Gold & Silver Medals bbox=[29, 1243, 118, 1254]
ad-address: ADDRESS — FEILDING HOTEL, FEILDING. bbox=[162, 1115, 263, 1136]
ad-signature: THOMAS GORDON, bbox=[720, 745, 805, 756]
list-item: Gold & Silver Medals bbox=[29, 1079, 118, 1090]
ad-body: R. ALLINGHAM has just received the Largest, Cheapest, and most Fashionable Stock of Boots and Shoes ever imported into the Manawatu. To carry into effect the well-known motto 'Small Profits and Quick Returns,' he offers the GREATEST BARGAINS ever heard of in the district. The Stock has been carefully selected by HOME BUYERS, in the Home market, and therefore, all middle profits and charges by Colonial merchants have been obviated; consequently, the whole can and will be sold at such prices as must command a speedy clearance. bbox=[973, 170, 1105, 377]
ad-title: FLOUR! FLOUR!! bbox=[159, 55, 266, 69]
ad-prospect-livery bbox=[9, 1393, 140, 1732]
ad-manawatu-hotel bbox=[285, 944, 416, 1198]
ad-nelson-moate bbox=[9, 377, 140, 1393]
ad-title: PALMERSTON FURNITURE WAREHOUSE. bbox=[994, 973, 1084, 1013]
ad-subtitle: Bookseller and Stationer, Willis-street, WELLINGTON. bbox=[841, 447, 960, 468]
list-item: Pure Blended Tea. bbox=[29, 675, 105, 686]
ad-boot-trade bbox=[9, 52, 140, 325]
ad-line: SOLD BY MOST GROCERS bbox=[17, 1326, 131, 1337]
section-header: Business Notices. bbox=[285, 36, 416, 50]
list-item: Pure Blended Tea. bbox=[29, 881, 105, 892]
list-item: Gold & Silver Medals bbox=[29, 1089, 118, 1100]
ad-address: MITCHELLTOWN, WELLINGTON. bbox=[862, 1080, 939, 1102]
ad-signature: STEVENS & GORTON, Bulls. bbox=[569, 1120, 690, 1131]
list-item: Pure Blended Tea. bbox=[29, 809, 105, 820]
ad-line: ALSO — EPPS'S CHOCOLATE ESSENCE, for Afternoon use. bbox=[837, 1028, 964, 1050]
pocket-watch-icon bbox=[316, 1206, 386, 1284]
ad-signature: M. SHEEHY, bbox=[450, 965, 526, 979]
list-item: Gold & Silver Medals bbox=[29, 1161, 118, 1172]
ad-subtitle: Corner Willis and Manners-streets, WELLINGTON. bbox=[705, 557, 820, 578]
ad-title: C. MACRO, bbox=[866, 55, 935, 69]
list-item: Pure Blended Tea. bbox=[29, 757, 105, 768]
ad-line: BESPOKE WORK UNEQUALLED. bbox=[1003, 398, 1075, 419]
ad-body: LOOK OUT for new advertisement of STOCK to arrive Shortly. bbox=[835, 468, 966, 500]
